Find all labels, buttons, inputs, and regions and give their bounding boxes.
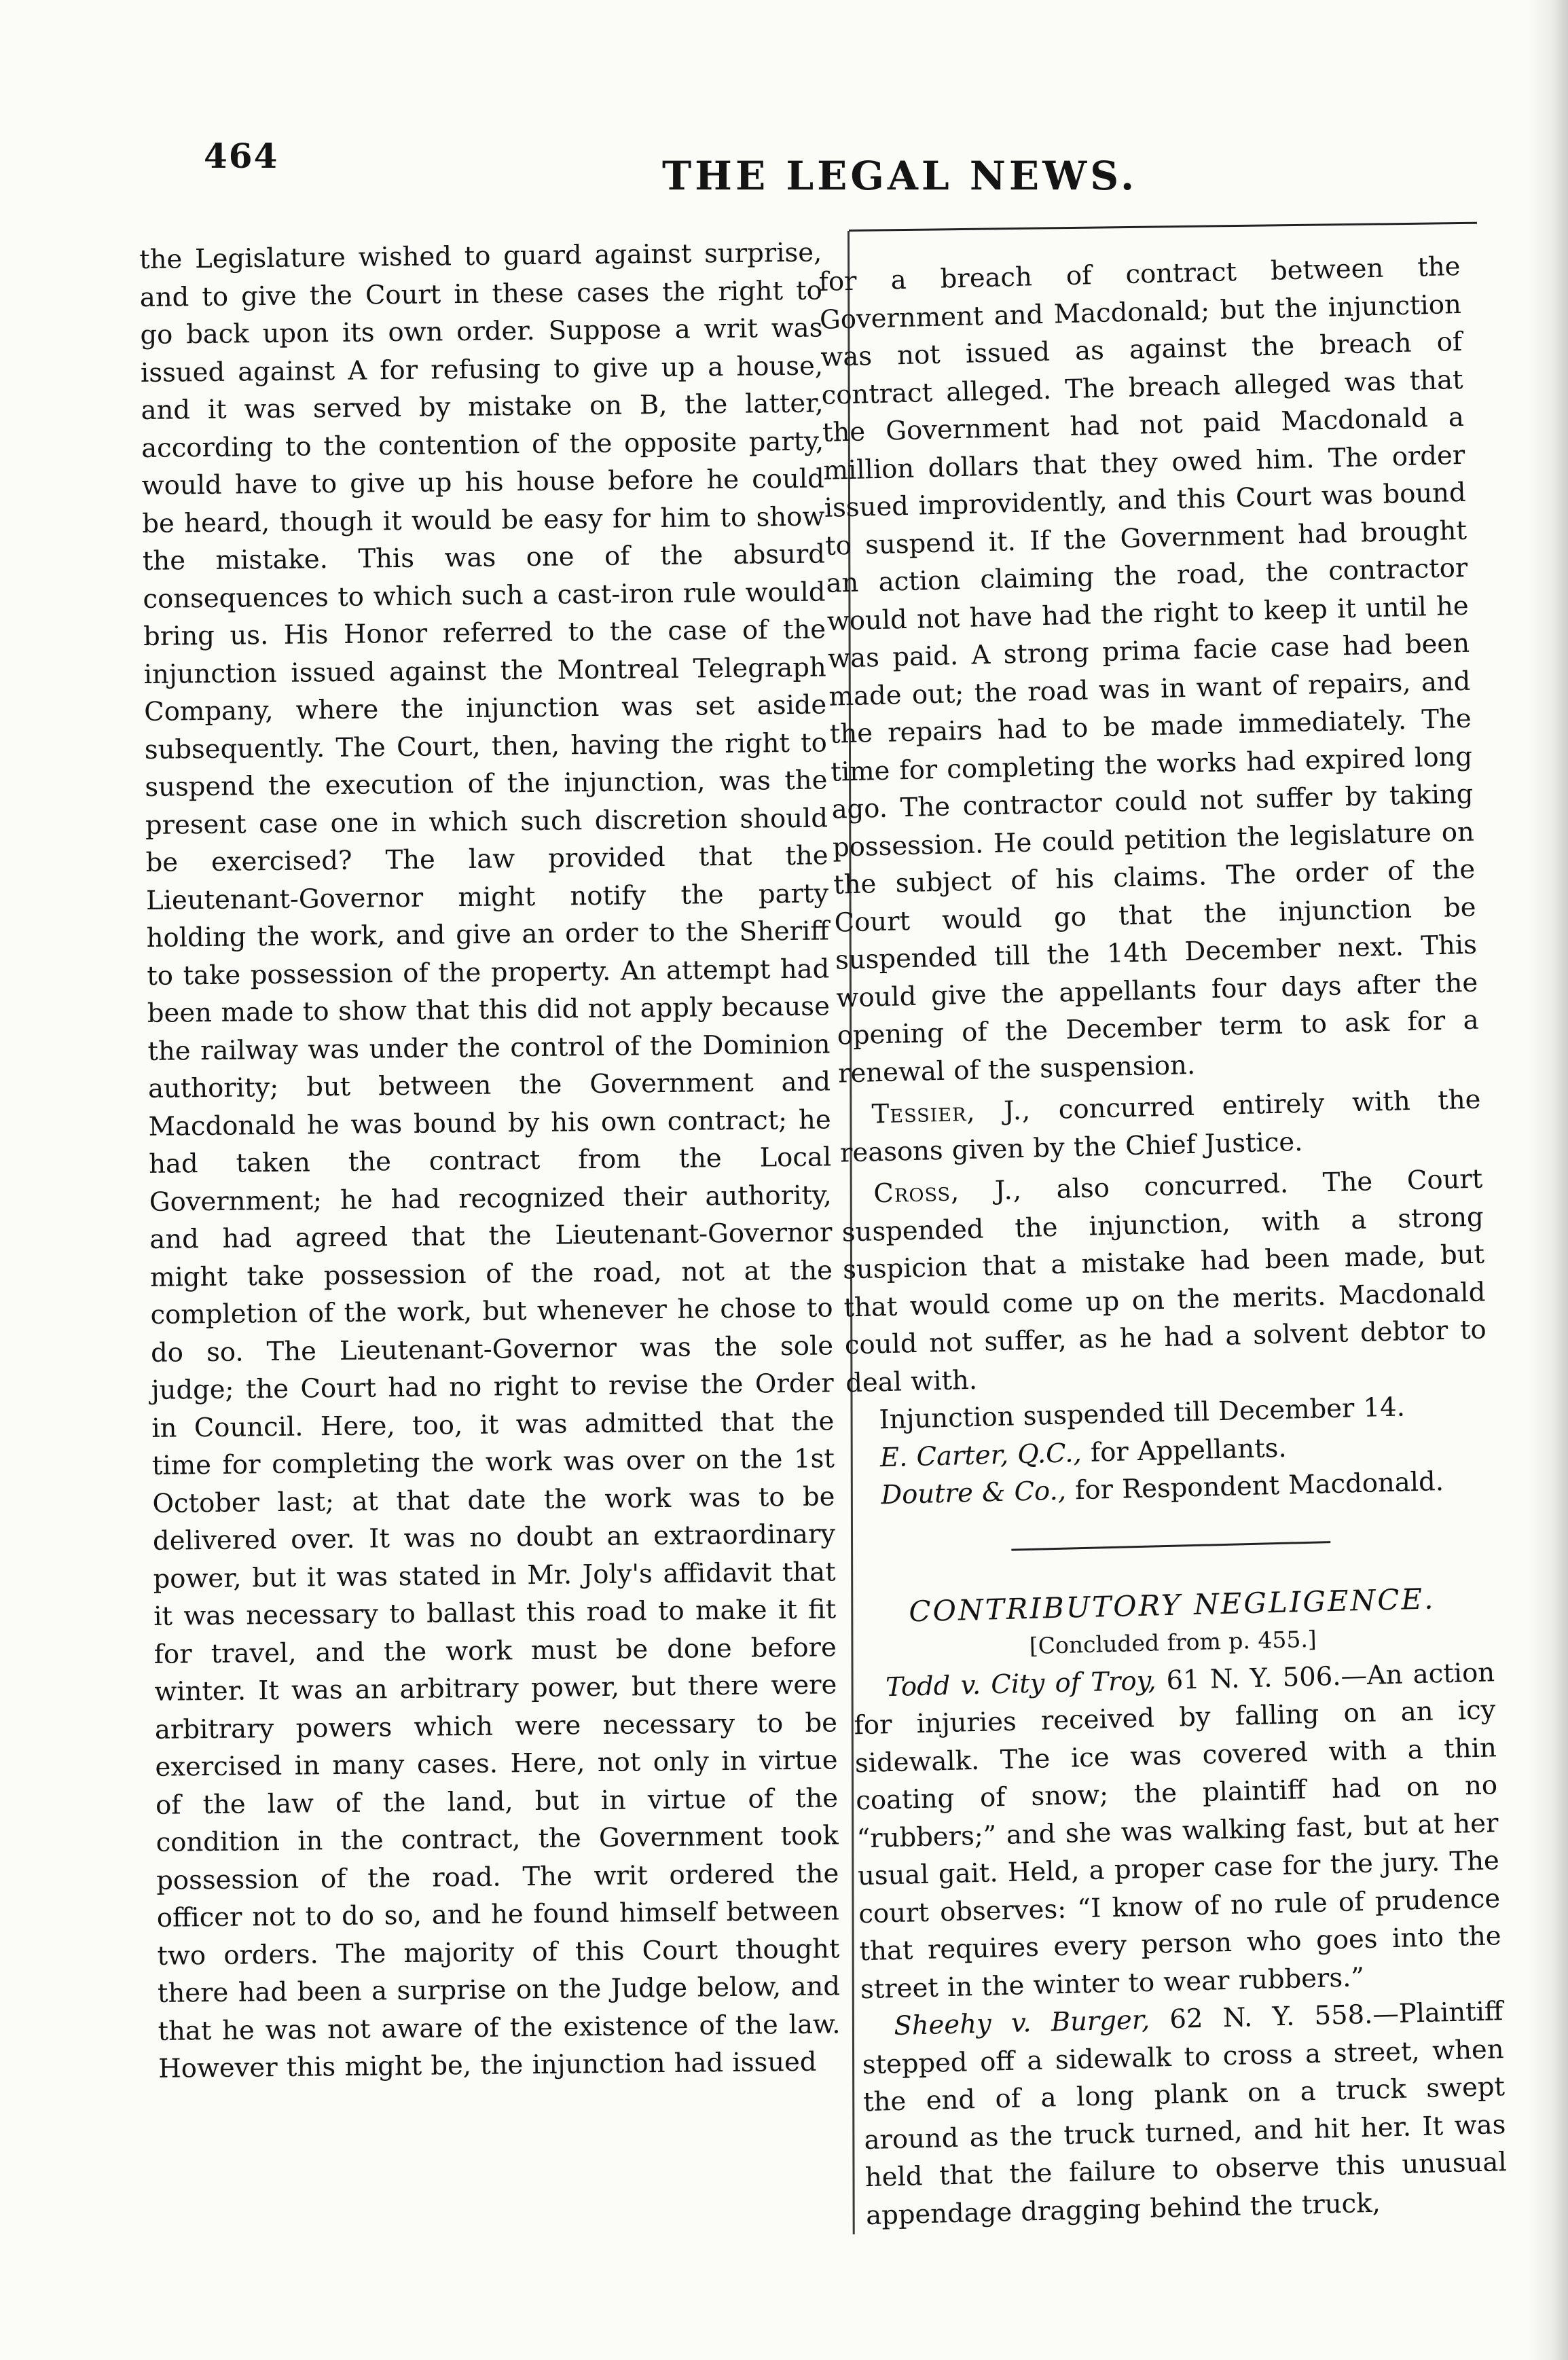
header-rule [849,222,1477,232]
section-divider [1011,1541,1330,1550]
running-title: THE LEGAL NEWS. [662,153,1138,199]
judge-name-cross: Cross, J., [873,1175,1023,1210]
injunction-result: Injunction suspended till December 14. [879,1392,1406,1436]
case-todd [853,1654,1503,2008]
judge-name-tessier: Tessier, J., [871,1095,1032,1130]
counsel-2-name: Doutre & Co., [880,1475,1067,1511]
concluded-note: [Concluded from p. 455.] [1029,1625,1317,1660]
left-column [139,234,841,2088]
counsel-1-text: for Appellants. [1081,1432,1288,1468]
tessier-text: concurred entirely with the reasons given by the Chief Justice. [839,1084,1481,1169]
left-paragraph: the Legislature wished to guard against surprise, and to give the Court in these cases the right to go back upon its own order. Suppose a writ was issued against A for refusing to give up a house, and it was served by mistake on B, the latter, according to the contention of the opposite party, would have to give up his house before he could be heard, though it would be easy for him to show the mistake. This was one of the absurd consequences to which such a cast-iron rule would bring us. His Honor referred to the case of the injunction issued against the Montreal Telegraph Company, where the injunction was set aside subsequently. The Court, then, having the right to suspend the execution of the injunction, was the present case one in which such discretion should be exercised? The law provided that the Lieutenant-Governor might notify the party holding the work, and give an order to the Sheriff to take possession of the property. An attempt had been made to show that this did not apply because the railway was under the control of the Dominion authority; but between the Government and Macdonald he was bound by his own contract; he had taken the contract from the Local Government; he had recognized their authority, and had agreed that the Lieutenant-Governor might take possession of the road, not at the completion of the work, but whenever he chose to do so. The Lieutenant-Governor was the sole judge; the Court had no right to revise the Order in Council. Here, too, it was admitted that the time for completing the work was over on the 1st October last; at that date the work was to be delivered over. It was no doubt an extraordinary power, but it was stated in Mr. Joly's affidavit that it was necessary to ballast this road to make it fit for travel, and the work must be done before winter. It was an arbitrary power, but there were arbitrary powers which were necessary to be exercised in many cases. Here, not only in virtue of the law of the land, but in virtue of the condition in the contract, the Government took possession of the road. The writ ordered the officer not to do so, and he found himself between two orders. The majority of this Court thought there had been a surprise on the Judge below, and that he was not aware of the existence of the law. However this might be, the injunction had issued [139,237,841,2084]
right-paragraph: for a breach of contract between the Government and Macdonald; but the injunction was not issued as against the breach of contract alleged. The breach alleged was that the Government had not paid Macdonald a million dollars that they owed him. The order issued improvidently, and this Court was bound to suspend it. If the Government had brought an action claiming the road, the contractor would not have had the right to keep it until he was paid. A strong prima facie case had been made out; the road was in want of repairs, and the repairs had to be made immediately. The time for completing the works had expired long ago. The contractor could not suffer by taking possession. He could petition the legislature on the subject of his claims. The order of the Court would go that the injunction be suspended till the 14th December next. This would give the appellants four days after the opening of the December term to ask for a renewal of the suspension. [818,251,1480,1089]
case-2-text: 62 N. Y. 558.—Plaintiff stepped off a sidewalk to cross a street, when the end of a long plank on a truck swept around as the truck turned, and hit her. It was held that the failure to observe this unusual appendage dragging behind the truck, [862,1996,1508,2231]
case-1-name: Todd v. City of Troy, [885,1665,1156,1703]
case-1-text: 61 N. Y. 506.—An action for injuries received by falling on an icy sidewalk. The ice was covered with a thin coating of snow; the plaintiff had on no “rubbers;” and she was walking fast, but at her usual gait. Held, a proper case for the jury. The court observes: “I know of no rule of prudence that requires every person who goes into the street in the winter to wear rubbers.” [854,1656,1502,2005]
page-number: 464 [204,136,279,176]
case-2-name: Sheehy v. Burger, [893,2004,1150,2042]
counsel-2-text: for Respondent Macdonald. [1065,1466,1444,1506]
case-sheehy [861,1993,1508,2234]
cross-text: also concurred. The Court suspended the injunction, with a strong suspicion that a mistake had been made, but that would come up on the merits. Macdonald could not suffer, as he had a solvent debtor to deal with. [841,1163,1487,1399]
section-title: CONTRIBUTORY NEGLIGENCE. [908,1581,1436,1628]
tessier-concurrence [839,1081,1482,1172]
cross-concurrence [841,1161,1488,1402]
right-column [818,248,1508,2234]
scan-edge-shadow [1527,0,1568,2360]
counsel-1-name: E. Carter, Q.C., [879,1437,1082,1473]
